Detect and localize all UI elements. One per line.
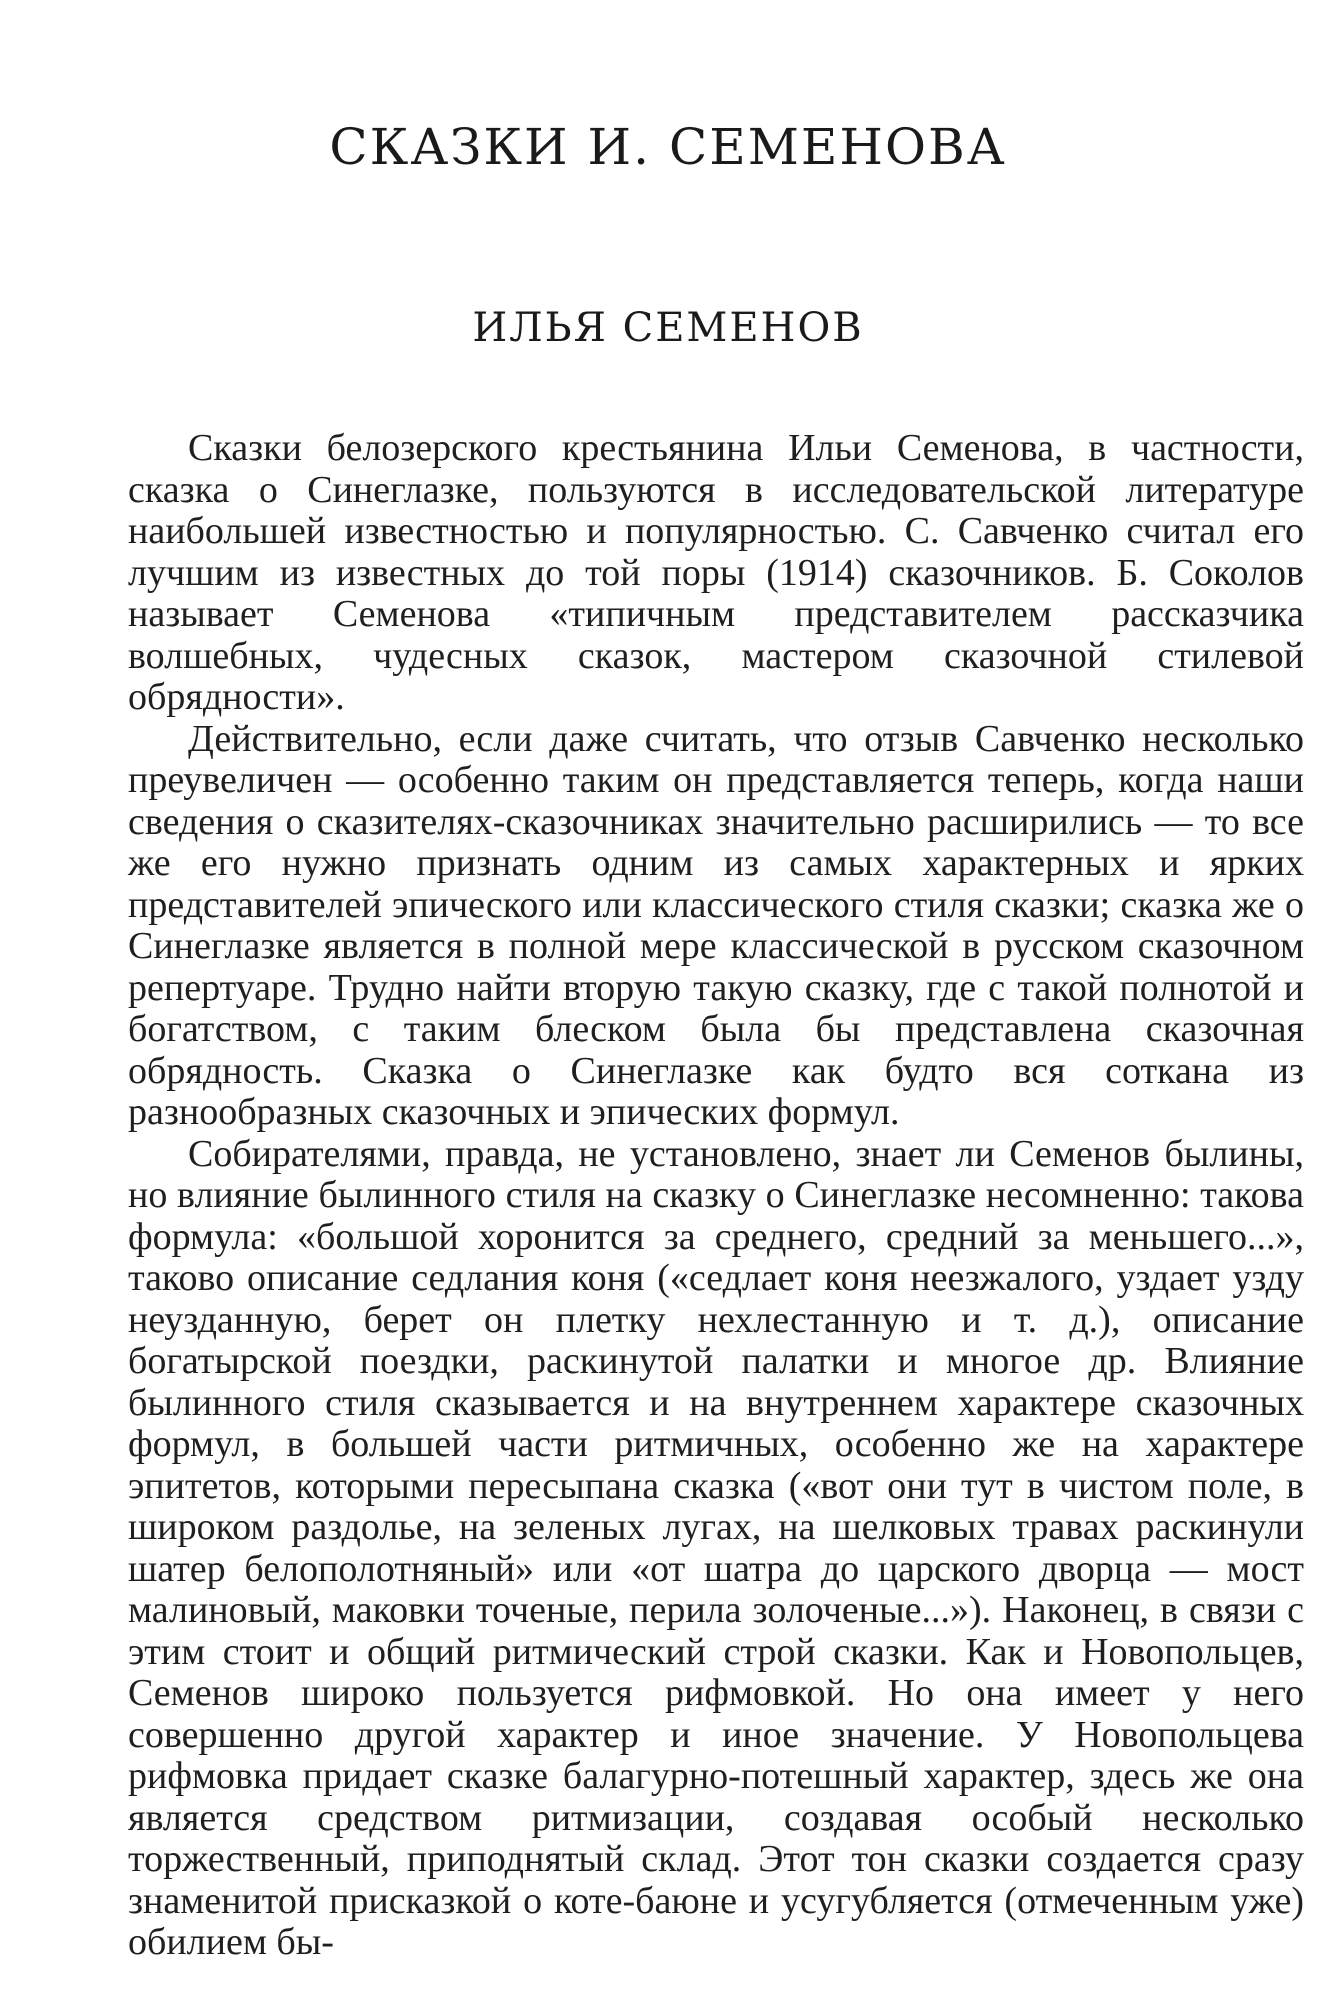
- paragraph: Сказки белозерского крестьянина Ильи Семенова, в частности, сказка о Синеглазке, пользуются в исследовательской литературе наибольшей известностью и популярностью. С. Савченко считал его лучшим из известных до той поры (1914) сказочников. Б. Соколов называет Семенова «типичным представителем рассказчика волшебных, чудесных сказок, мастером сказочной стилевой обрядности».: [128, 427, 1304, 718]
- body-text: [128, 428, 1304, 1964]
- section-title: ИЛЬЯ СЕМЕНОВ: [472, 305, 864, 351]
- paragraph: Собирателями, правда, не установлено, знает ли Семенов былины, но влияние былинного стиля на сказку о Синеглазке несомненно: такова формула: «большой хоронится за среднего, средний за меньшего...», таково описание седлания коня («седлает коня неезжалого, уздает узду неузданную, берет он плетку нехлестанную и т. д.), описание богатырской поездки, раскинутой палатки и многое др. Влияние былинного стиля сказывается и на внутреннем характере сказочных формул, в большей части ритмичных, особенно же на характере эпитетов, которыми пересыпана сказка («вот они тут в чистом поле, в широком раздолье, на зеленых лугах, на шелковых травах раскинули шатер белополотняный» или «от шатра до царского дворца — мост малиновый, маковки точеные, перила золоченые...»). Наконец, в связи с этим стоит и общий ритмический строй сказки. Как и Новопольцев, Семенов широко пользуется рифмовкой. Но она имеет у него совершенно другой характер и иное значение. У Новопольцева рифмовка придает сказке балагурно-потешный характер, здесь же она является средством ритмизации, создавая особый несколько торжественный, приподнятый склад. Этот тон сказки создается сразу знаменитой присказкой о коте-баюне и усугубляется (отмеченным уже) обилием бы-: [128, 1132, 1304, 1963]
- paragraph: Действительно, если даже считать, что отзыв Савченко несколько преувеличен — особенно таким он представляется теперь, когда наши сведения о сказителях-сказочниках значительно расширились — то все же его нужно признать одним из самых характерных и ярких представителей эпического или классического стиля сказки; сказка же о Синеглазке является в полной мере классической в русском сказочном репертуаре. Трудно найти вторую такую сказку, где с такой полнотой и богатством, с таким блеском была бы представлена сказочная обрядность. Сказка о Синеглазке как будто вся соткана из разнообразных сказочных и эпических формул.: [128, 717, 1304, 1133]
- page-title: СКАЗКИ И. СЕМЕНОВА: [329, 118, 1007, 176]
